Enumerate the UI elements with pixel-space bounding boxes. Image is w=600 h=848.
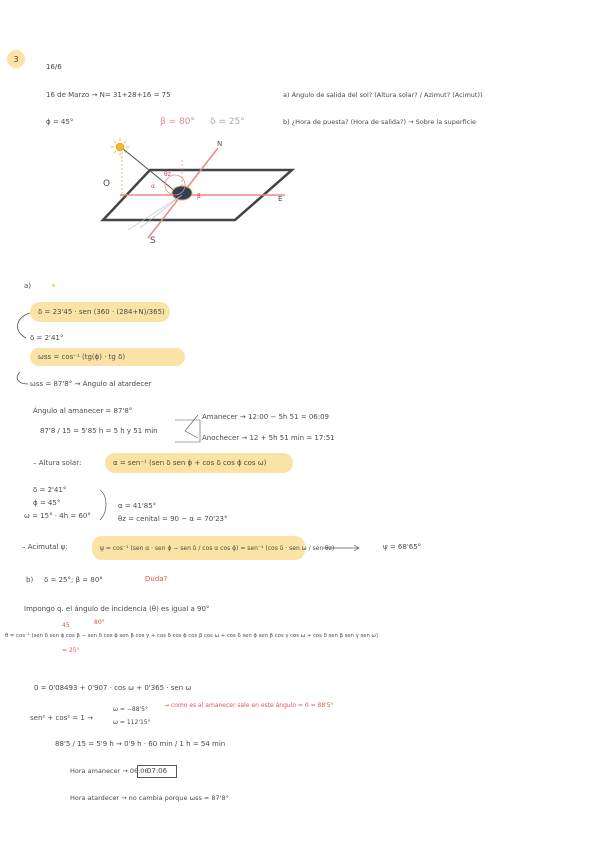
- final-line: Hora atardecer → no cambia porque ωss = 87'8°: [70, 794, 229, 802]
- section-a-label: a): [24, 282, 32, 290]
- label-east: E: [278, 195, 283, 203]
- label-beta: β: [197, 193, 201, 200]
- altura-label: – Altura solar:: [33, 459, 82, 467]
- sol-note: → como es al amanecer sale en este ángulo ≈ 0 = 88'5°: [164, 702, 334, 709]
- sunrise-time: Amanecer → 12:00 − 5h 51 = 06:09: [202, 413, 329, 421]
- sol-2: ω = 112'15°: [113, 719, 151, 726]
- ann-delta: = 25°: [62, 647, 80, 654]
- sunrise-calc: 87'8 / 15 = 5'85 h = 5 h y 51 min: [40, 427, 158, 435]
- label-south: S: [150, 236, 156, 246]
- ann-beta: 80°: [94, 619, 105, 626]
- amanecer-box: 07:06: [137, 765, 177, 778]
- ws-result: ωss = 87'8° → Ángulo al atardecer: [30, 380, 152, 388]
- label-theta: θz: [164, 171, 171, 178]
- delta-formula: δ = 23'45 · sen (360 · (284+N)/365): [30, 302, 170, 322]
- altura-formula: α = sen⁻¹ (sen δ sen ϕ + cos δ cos ϕ cos ω): [105, 453, 293, 473]
- label-west: O: [103, 179, 111, 189]
- sol-label: sen² + cos² = 1 →: [30, 714, 93, 722]
- altura-delta: δ = 2'41°: [33, 486, 67, 494]
- section-b-note: Duda?: [145, 575, 168, 583]
- result-calc: 88'5 / 15 = 5'9 h → 0'9 h · 60 min / 1 h = 54 min: [55, 740, 226, 748]
- sunset-time: Anochecer → 12 + 5h 51 min = 17:51: [202, 434, 335, 442]
- label-alpha: α: [151, 183, 155, 190]
- impongo-text: Impongo q. el ángulo de incidencia (θ) es igual a 90°: [24, 605, 210, 613]
- label-north: N: [217, 140, 223, 148]
- theta-formula: θ = cos⁻¹ (sen δ sen ϕ cos β − sen δ cos ϕ sen β cos γ + cos δ cos ϕ cos β cos ω + cos δ sen ϕ sen β cos γ cos ω + cos δ sen β sen γ sen ω): [5, 633, 379, 639]
- given-delta: δ = 25°: [210, 117, 245, 127]
- ws-formula: ωss = cos⁻¹ (tg(ϕ) · tg δ): [30, 348, 185, 366]
- altura-omega: ω = 15° · 4h = 60°: [24, 512, 91, 520]
- alpha-result: α = 41'85°: [118, 502, 157, 510]
- given-phi: ϕ = 45°: [46, 118, 74, 126]
- altura-phi: ϕ = 45°: [33, 499, 61, 507]
- given-beta: β = 80°: [160, 117, 195, 127]
- delta-result: δ = 2'41°: [30, 334, 64, 342]
- azimut-formula: ψ = cos⁻¹ (sen α · sen ϕ − sen δ / cos α cos ϕ) = sen⁻¹ (cos δ · sen ω / sen θz): [92, 536, 305, 560]
- theta-result: θz = cenital = 90 − α = 70'23°: [118, 515, 228, 523]
- question-a: a) Ángulo de salida del sol? (Altura solar? / Azimut? (Acimut)): [283, 91, 483, 99]
- azimut-label: – Acimutal ψ:: [22, 543, 68, 551]
- sol-1: ω = −88'5°: [113, 706, 148, 713]
- result-eq: 0 = 0'08493 + 0'907 · cos ω + 0'365 · sen ω: [34, 684, 192, 692]
- date: 16/6: [46, 63, 62, 71]
- section-number: 3: [13, 54, 19, 64]
- given-day: 16 de Marzo → N= 31+28+16 = 75: [46, 91, 171, 99]
- section-b-data: δ = 25°; β = 80°: [44, 576, 103, 584]
- ann-phi: 45: [62, 622, 70, 629]
- azimut-result: ψ = 68'65°: [383, 543, 422, 551]
- section-b-label: b): [26, 576, 34, 584]
- question-b: b) ¿Hora de puesta? (Hora de salida?) → Sobre la superficie: [283, 118, 477, 126]
- amanecer-label: Hora amanecer → 06:06: [70, 767, 149, 775]
- sunrise-angle: Ángulo al amanecer = 87'8°: [33, 407, 133, 415]
